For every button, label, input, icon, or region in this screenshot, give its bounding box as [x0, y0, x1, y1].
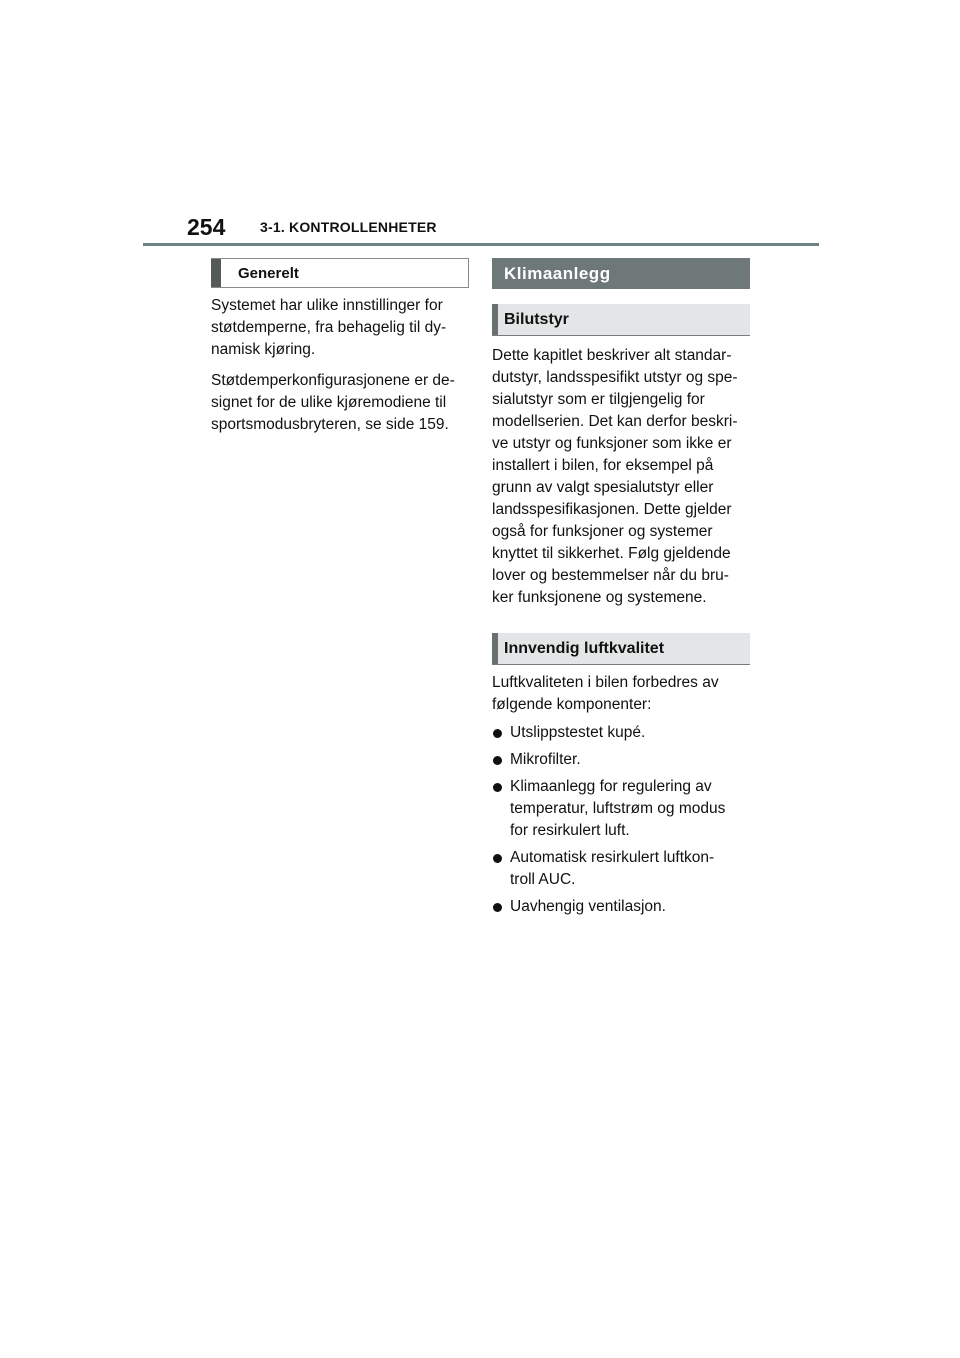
- heading-marker: [211, 259, 221, 287]
- heading-klimaanlegg: [492, 258, 750, 289]
- heading-marker: [492, 304, 498, 335]
- bullet-icon: [493, 854, 502, 863]
- list-item-text: Klimaanlegg for regulering av temperatur, luftstrøm og modus for resirkulert luft.: [510, 778, 726, 839]
- heading-marker: [492, 633, 498, 664]
- heading-klimaanlegg-label: Klimaanlegg: [504, 263, 611, 283]
- list-item-text: Utslippstestet kupé.: [510, 724, 646, 741]
- bullet-icon: [493, 783, 502, 792]
- heading-innvendig-luftkvalitet: [492, 633, 750, 665]
- heading-bilutstyr: [492, 304, 750, 336]
- list-item: [492, 847, 732, 891]
- list-item: [492, 896, 732, 918]
- heading-generelt: [211, 258, 469, 288]
- list-item: [492, 776, 732, 842]
- paragraph-bilutstyr: Dette kapitlet beskriver alt standar- dutstyr, landsspesifikt utstyr og spe- sialutstyr som er tilgjengelig for modellserien. Det kan derfor beskri- ve utstyr og funksjoner som ikke er installert i bilen, for eksempel på grunn av valgt spesialutstyr eller landsspesifikasjonen. Dette gjelder også for funksjoner og systemer knyttet til sikkerhet. Følg gjeldende lover og bestemmelser når du bru- ker funksjonene og systemene.: [492, 347, 738, 606]
- header-divider: [143, 243, 819, 246]
- section-header: 3-1. KONTROLLENHETER: [260, 219, 437, 235]
- heading-luftkvalitet-label: Innvendig luftkvalitet: [504, 639, 665, 657]
- list-item: [492, 722, 732, 744]
- paragraph-generelt-2: Støtdemperkonfigurasjonene er de- signet for de ulike kjøremodiene til sportsmodusbryteren, se side 159.: [211, 372, 455, 433]
- list-item: [492, 749, 732, 771]
- heading-generelt-label: Generelt: [238, 264, 299, 282]
- right-column: [492, 258, 750, 923]
- list-item-text: Mikrofilter.: [510, 751, 581, 768]
- bullet-icon: [493, 756, 502, 765]
- heading-bilutstyr-label: Bilutstyr: [504, 310, 569, 328]
- paragraph-luftkvalitet-intro: Luftkvaliteten i bilen forbedres av følgende komponenter:: [492, 674, 719, 713]
- page-number: 254: [187, 214, 226, 240]
- list-item-text: Uavhengig ventilasjon.: [510, 898, 666, 915]
- bullet-icon: [493, 729, 502, 738]
- bullet-icon: [493, 903, 502, 912]
- left-column: [211, 258, 469, 436]
- list-item-text: Automatisk resirkulert luftkon- troll AUC.: [510, 849, 715, 888]
- paragraph-generelt-1: Systemet har ulike innstillinger for støtdemperne, fra behagelig til dy- namisk kjøring.: [211, 297, 447, 358]
- luftkvalitet-list: [492, 722, 732, 918]
